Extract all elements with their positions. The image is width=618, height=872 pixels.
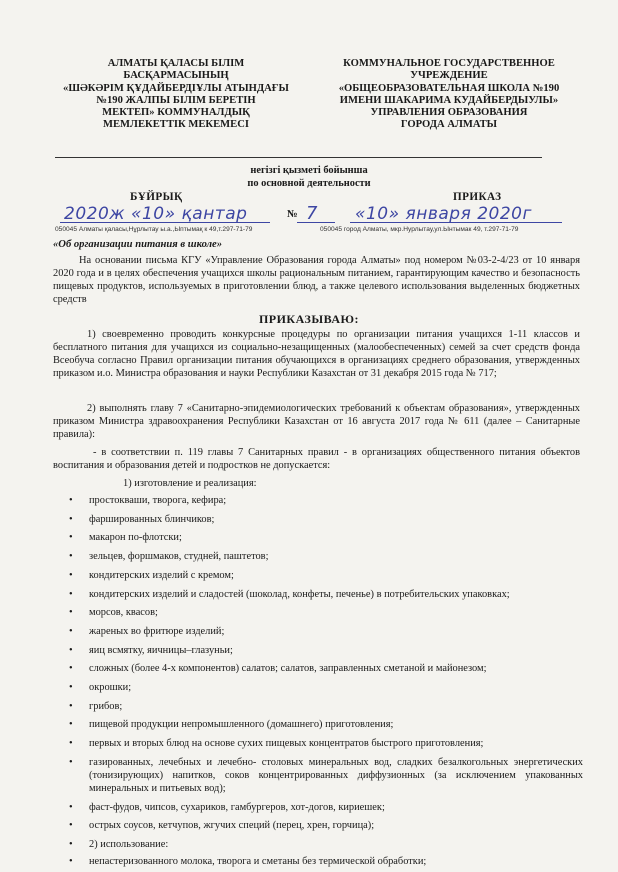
handwritten-order-number: 7 bbox=[306, 203, 318, 224]
list-item-text: газированных, лечебных и лечебно- столовых минеральных вод, сладких безалкогольных энергетических (тонизирующих) напитков, соков концентрированных диффузионных (за исключением упакованных минеральных и питьевых вод); bbox=[89, 756, 583, 794]
list-item bbox=[53, 494, 583, 507]
order-item-2: 2) выполнять главу 7 «Санитарно-эпидемиологических требований к объектам образования», утвержденных приказом Министра здравоохранения Республики Казахстан от 16 августа 2017 года № 611 (далее – Санитарные правила): bbox=[53, 403, 580, 441]
bullet-icon: • bbox=[69, 495, 73, 507]
list-item bbox=[53, 681, 583, 694]
bullet-icon: • bbox=[69, 820, 73, 832]
list-item-text: кондитерских изделий и сладостей (шоколад, конфеты, печенье) в потребительских упаковках; bbox=[89, 588, 510, 600]
list-item-text: фаршированных блинчиков; bbox=[89, 513, 215, 525]
bullet-icon: • bbox=[69, 700, 73, 712]
bullet-icon: • bbox=[69, 532, 73, 544]
bullet-icon: • bbox=[69, 644, 73, 656]
bullet-icon: • bbox=[69, 551, 73, 563]
header-divider bbox=[55, 157, 542, 158]
header-kz-line: МЕМЛЕКЕТТІК МЕКЕМЕСІ bbox=[102, 119, 249, 131]
act-type-ru: по основной деятельности bbox=[247, 178, 371, 189]
bullet-icon: • bbox=[69, 838, 73, 850]
handwritten-date-kz: 2020ж «10» қантар bbox=[64, 204, 248, 224]
list-item bbox=[53, 855, 583, 868]
header-kz-line: №190 ЖАЛПЫ БІЛІМ БЕРЕТІН bbox=[96, 94, 256, 106]
bullet-icon: • bbox=[69, 513, 73, 525]
list-item-text: грибов; bbox=[89, 700, 123, 712]
list-item bbox=[53, 700, 583, 713]
list-item bbox=[53, 644, 583, 657]
order-subject: «Об организации питания в школе» bbox=[53, 239, 223, 250]
list-item bbox=[53, 588, 583, 601]
bullet-icon: • bbox=[69, 681, 73, 693]
bullet-icon: • bbox=[69, 801, 73, 813]
list-item bbox=[53, 606, 583, 619]
list-item-text: пищевой продукции непромышленного (домашнего) приготовления; bbox=[89, 719, 394, 731]
list-item-text: яиц всмятку, яичницы–глазуньи; bbox=[89, 644, 233, 656]
order-item-1: 1) своевременно проводить конкурсные процедуры по организации питания учащихся 1-11 классов и бесплатного питания для учащихся из социально-незащищенных (малообеспеченных) семей за счет средств фонда Всеобуча согласно Правил организации питания обучающихся в организациях среднего образования, утвержденных приказом и.о. Министра образования и науки Республики Казахстан от 31 декабря 2015 года № 717; bbox=[53, 329, 580, 380]
list-item-text: окрошки; bbox=[89, 681, 132, 693]
preamble-paragraph: На основании письма КГУ «Управление Образования города Алматы» под номером №03-2-4/23 от 10 января 2020 года и в целях обеспечения учащихся школы рациональным питанием, гарантирующим качество и безопасность пищевых продуктов, используемых в приготовлении блюд, а также целевого использования выделенных бюджетных средств bbox=[53, 255, 580, 306]
number-underline bbox=[297, 222, 335, 223]
list-item-text: непастеризованного молока, творога и сметаны без термической обработки; bbox=[89, 856, 427, 868]
header-ru-line: УПРАВЛЕНИЯ ОБРАЗОВАНИЯ bbox=[370, 107, 528, 119]
list-item bbox=[53, 662, 583, 675]
handwritten-date-ru: «10» января 2020г bbox=[355, 204, 532, 224]
header-ru-line: ИМЕНИ ШАКАРИМА КУДАЙБЕРДЫУЛЫ» bbox=[339, 94, 559, 106]
list-item bbox=[53, 801, 583, 814]
order-label-kz: БҰЙРЫҚ bbox=[130, 191, 183, 203]
header-ru-line: «ОБЩЕОБРАЗОВАТЕЛЬНАЯ ШКОЛА №190 bbox=[338, 82, 560, 94]
address-kz: 050045 Алматы қаласы,Нұрлытау ы.а.,Ыптымақ к 49,т.297-71-79 bbox=[55, 226, 253, 233]
prohibited-list bbox=[53, 477, 583, 872]
list-item-text: острых соусов, кетчупов, жгучих специй (перец, хрен, горчица); bbox=[89, 820, 375, 832]
header-kz-line: «ШӘКӘРІМ ҚҰДАЙБЕРДІҰЛЫ АТЫНДАҒЫ bbox=[63, 82, 289, 94]
header-kz-line: БАСҚАРМАСЫНЫҢ bbox=[123, 70, 229, 82]
header-ru bbox=[318, 58, 580, 132]
sub2-items bbox=[53, 855, 583, 868]
header-ru-line: ГОРОДА АЛМАТЫ bbox=[400, 119, 498, 131]
bullet-icon: • bbox=[69, 719, 73, 731]
list-item bbox=[53, 513, 583, 526]
sub2-title: 2) использование: bbox=[89, 838, 169, 850]
sub1-title: 1) изготовление и реализация: bbox=[123, 478, 257, 489]
date-kz-underline bbox=[60, 222, 270, 223]
order-item-2-sub: - в соответствии п. 119 главы 7 Санитарных правил - в организациях общественного питания объектов воспитания и образования детей и подростков не допускается: bbox=[53, 447, 580, 472]
bullet-icon: • bbox=[69, 625, 73, 637]
bullet-icon: • bbox=[69, 663, 73, 675]
sub2-title-row bbox=[53, 838, 583, 851]
order-label-ru: ПРИКАЗ bbox=[453, 191, 502, 203]
list-item bbox=[53, 718, 583, 731]
orders-heading: ПРИКАЗЫВАЮ: bbox=[258, 312, 360, 326]
bullet-icon: • bbox=[69, 856, 73, 868]
list-item-text: кондитерских изделий с кремом; bbox=[89, 569, 234, 581]
list-item bbox=[53, 756, 583, 795]
list-item-text: макарон по-флотски; bbox=[89, 532, 182, 544]
list-item bbox=[53, 737, 583, 750]
list-item bbox=[53, 625, 583, 638]
bullet-icon: • bbox=[69, 756, 73, 768]
header-kz-line: МЕКТЕП» КОММУНАЛДЫҚ bbox=[102, 107, 250, 119]
list-item-text: морсов, квасов; bbox=[89, 607, 158, 619]
header-ru-line: КОММУНАЛЬНОЕ ГОСУДАРСТВЕННОЕ bbox=[343, 58, 555, 69]
order-number-label: № bbox=[287, 209, 298, 220]
list-item bbox=[53, 819, 583, 832]
list-item-text: простокваши, творога, кефира; bbox=[89, 495, 227, 507]
list-item-text: зельцев, форшмаков, студней, паштетов; bbox=[89, 551, 269, 563]
list-item bbox=[53, 531, 583, 544]
list-item-text: жареных во фритюре изделий; bbox=[89, 625, 225, 637]
bullet-icon: • bbox=[69, 607, 73, 619]
act-type-kz: негізгі қызметі бойынша bbox=[250, 165, 368, 176]
list-item-text: сложных (более 4-х компонентов) салатов; салатов, заправленных сметаной и майонезом; bbox=[89, 663, 487, 675]
address-ru: 050045 город Алматы, мкр.Нурлытау,ул.Ынтымак 49, т.297-71-79 bbox=[320, 226, 519, 233]
list-item bbox=[53, 550, 583, 563]
sub1-items bbox=[53, 494, 583, 832]
bullet-icon: • bbox=[69, 588, 73, 600]
list-item bbox=[53, 569, 583, 582]
list-item-text: фаст-фудов, чипсов, сухариков, гамбургеров, хот-догов, кириешек; bbox=[89, 801, 385, 813]
date-ru-underline bbox=[350, 222, 562, 223]
bullet-icon: • bbox=[69, 569, 73, 581]
list-item-text: первых и вторых блюд на основе сухих пищевых концентратов быстрого приготовления; bbox=[89, 738, 484, 750]
header-kz-line: АЛМАТЫ ҚАЛАСЫ БІЛІМ bbox=[107, 58, 245, 69]
header-kz bbox=[62, 58, 290, 132]
bullet-icon: • bbox=[69, 738, 73, 750]
header-ru-line: УЧРЕЖДЕНИЕ bbox=[410, 70, 488, 82]
